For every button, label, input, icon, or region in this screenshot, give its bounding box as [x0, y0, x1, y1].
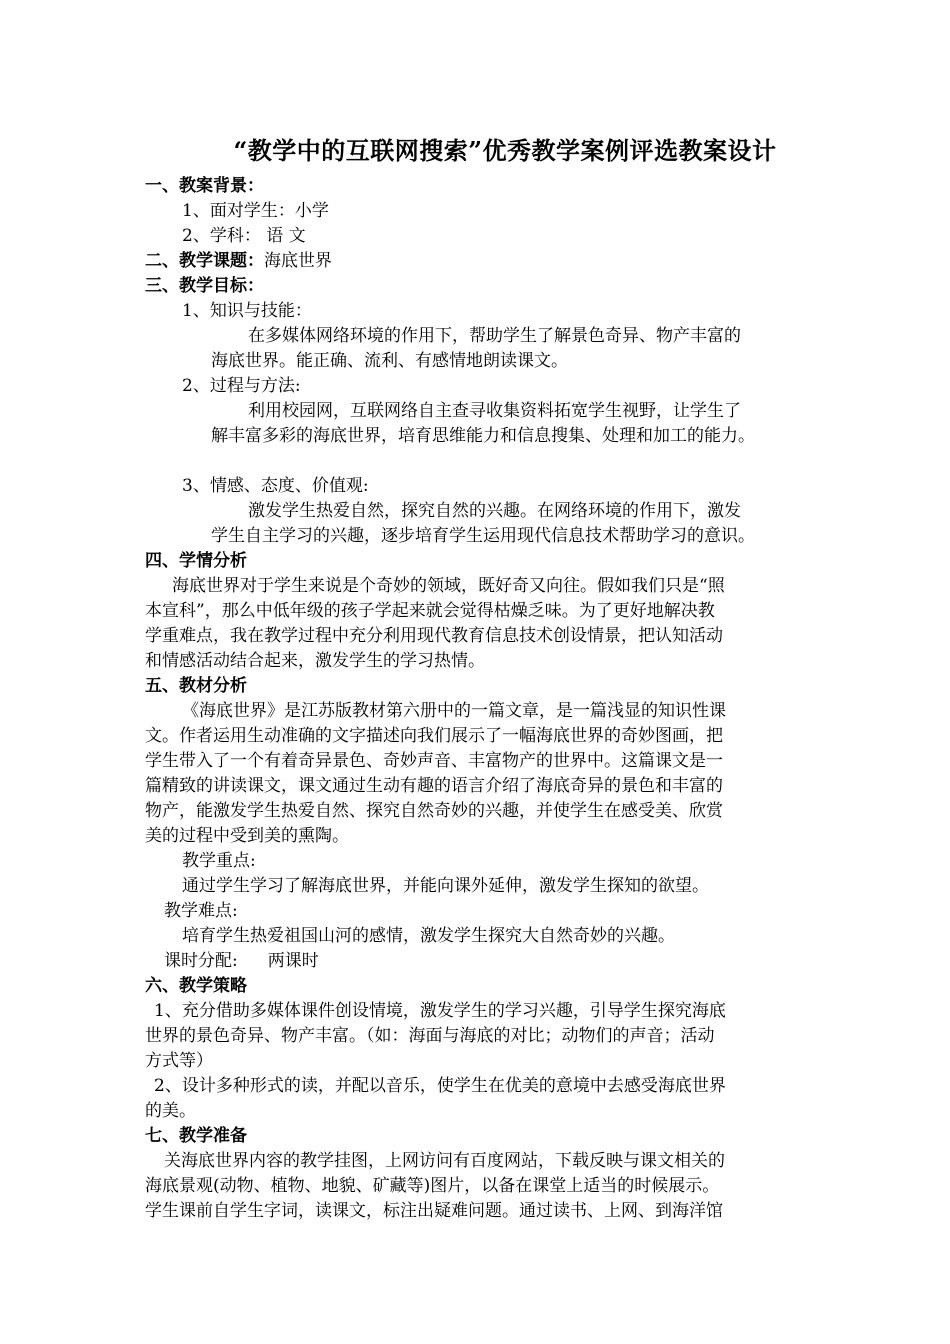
goal-1-line-2: 海底世界。能正确、流利、有感情地朗读课文。: [211, 351, 568, 371]
goal-1-line-1: 在多媒体网络环境的作用下，帮助学生了解景色奇异、物产丰富的: [248, 326, 741, 346]
s5-line-3: 学生带入了一个有着奇异景色、奇妙声音、丰富物产的世界中。这篇课文是一: [145, 751, 723, 771]
s4-line-3: 学重难点，我在教学过程中充分利用现代教育信息技术创设情景，把认知活动: [145, 626, 723, 646]
s4-line-4: 和情感活动结合起来，激发学生的学习热情。: [145, 651, 485, 671]
section-7-heading: 七、教学准备: [145, 1126, 247, 1146]
time-allocation-label: 课时分配:: [164, 951, 238, 971]
s6-line-1: 1、充分借助多媒体课件创设情境，激发学生的学习兴趣，引导学生探究海底: [154, 1001, 726, 1021]
section-2-heading: 二、教学课题：: [145, 251, 264, 271]
goal-3-line-2: 学生自主学习的兴趣，逐步培育学生运用现代信息技术帮助学习的意识。: [211, 526, 755, 546]
s7-line-1: 关海底世界内容的教学挂图，上网访问有百度网站，下载反映与课文相关的: [164, 1151, 725, 1171]
goal-3-label: 3、情感、态度、价值观:: [182, 476, 369, 496]
goal-1-label: 1、知识与技能：: [182, 301, 312, 321]
difficulty-label: 教学难点:: [164, 901, 238, 921]
document-title: “教学中的互联网搜索”优秀教学案例评选教案设计: [233, 136, 777, 165]
s5-line-6: 美的过程中受到美的熏陶。: [145, 826, 349, 846]
goal-3-line-1: 激发学生热爱自然，探究自然的兴趣。在网络环境的作用下，激发: [248, 501, 741, 521]
s1-item-2: 2、学科： 语 文: [182, 226, 306, 246]
section-4-heading: 四、学情分析: [145, 551, 247, 571]
difficulty-text: 培育学生热爱祖国山河的感情，激发学生探究大自然奇妙的兴趣。: [182, 926, 675, 946]
section-3-heading: 三、教学目标：: [145, 276, 264, 296]
goal-2-line-1: 利用校园网，互联网络自主查寻收集资料拓宽学生视野，让学生了: [248, 401, 741, 421]
s5-line-1: 《海底世界》是江苏版教材第六册中的一篇文章，是一篇浅显的知识性课: [182, 701, 726, 721]
goal-2-line-2: 解丰富多彩的海底世界，培育思维能力和信息搜集、处理和加工的能力。: [211, 426, 755, 446]
s5-line-5: 物产，能激发学生热爱自然、探究自然奇妙的兴趣，并使学生在感受美、欣赏: [145, 801, 723, 821]
s7-line-3: 学生课前自学生字词，读课文，标注出疑难问题。通过读书、上网、到海洋馆: [145, 1201, 723, 1221]
section-1-heading: 一、教案背景：: [145, 176, 264, 196]
s5-line-2: 文。作者运用生动准确的文字描述向我们展示了一幅海底世界的奇妙图画，把: [145, 726, 723, 746]
key-point-label: 教学重点:: [182, 851, 256, 871]
s6-line-3: 方式等）: [145, 1051, 213, 1071]
s6-line-2: 世界的景色奇异、物产丰富。（如：海面与海底的对比；动物们的声音；活动: [145, 1026, 715, 1046]
goal-2-label: 2、过程与方法:: [182, 376, 301, 396]
s5-line-4: 篇精致的讲读课文，课文通过生动有趣的语言介绍了海底奇异的景色和丰富的: [145, 776, 723, 796]
key-point-text: 通过学生学习了解海底世界，并能向课外延伸，激发学生探知的欲望。: [182, 876, 709, 896]
section-2-line: [145, 249, 332, 273]
s4-line-1: 海底世界对于学生来说是个奇妙的领域，既好奇又向往。假如我们只是“照: [172, 576, 725, 596]
time-allocation-value: 两课时: [267, 951, 319, 971]
section-6-heading: 六、教学策略: [145, 976, 247, 996]
s1-item-1: 1、面对学生：小学: [182, 201, 329, 221]
section-5-heading: 五、教材分析: [145, 676, 247, 696]
s4-line-2: 本宣科”，那么中低年级的孩子学起来就会觉得枯燥乏味。为了更好地解决教: [145, 601, 715, 621]
s7-line-2: 海底景观(动物、植物、地貌、矿藏等)图片，以备在课堂上适当的时候展示。: [145, 1176, 720, 1196]
time-allocation-line: [164, 949, 319, 973]
s6-line-5: 的美。: [145, 1101, 196, 1121]
s6-line-4: 2、设计多种形式的读，并配以音乐，使学生在优美的意境中去感受海底世界: [154, 1076, 726, 1096]
section-2-value: 海底世界: [264, 251, 332, 271]
